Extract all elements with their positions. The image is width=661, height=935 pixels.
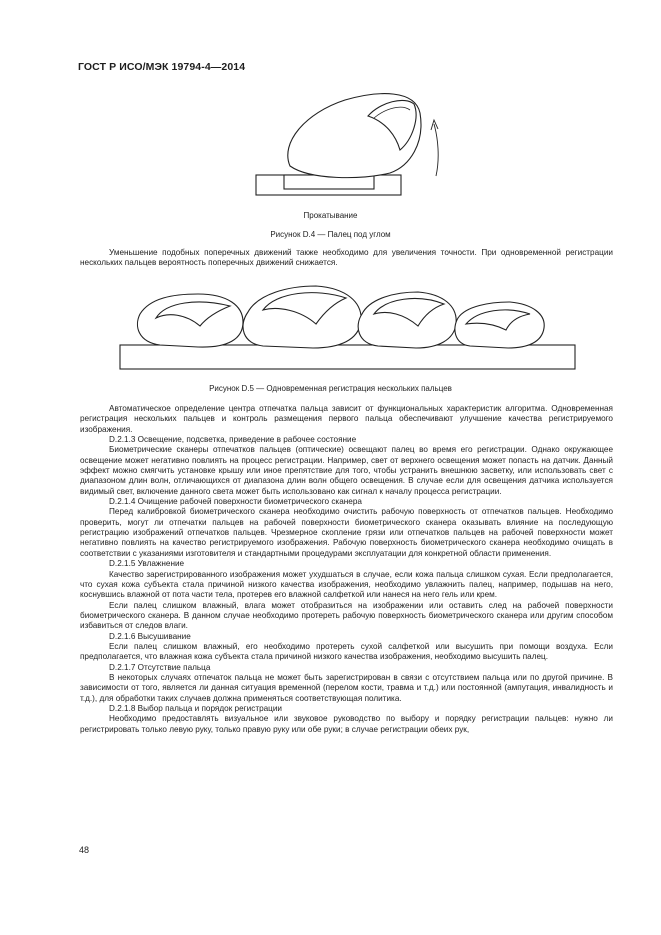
body-text — [80, 404, 613, 735]
figure-d5-caption: Рисунок D.5 — Одновременная регистрация нескольких пальцев — [209, 384, 452, 393]
section-heading-d216: D.2.1.6 Высушивание — [109, 631, 191, 641]
section-heading-d215: D.2.1.5 Увлажнение — [109, 559, 185, 569]
text-paragraph: Качество зарегистрированного изображения может ухудшаться в случае, если кожа пальца слишком сухая. Если предполагается, что сухая кожа субъекта стала причиной низкого качества изображения, необходимо увлажнить палец, например, подышав на него, коснувшись влажной от пота части тела, протерев его влажной салфеткой или нанеся на него гель или крем. — [80, 569, 613, 600]
section-heading-d214: D.2.1.4 Очищение рабочей поверхности биометрического сканера — [109, 497, 362, 507]
section-heading-d218: D.2.1.8 Выбор пальца и порядок регистрации — [109, 703, 283, 713]
section-heading-d213: D.2.1.3 Освещение, подсветка, приведение в рабочее состояние — [109, 435, 357, 445]
figure-d5-multiple-fingers — [118, 284, 580, 376]
page-number: 48 — [79, 845, 90, 855]
text-paragraph: Если палец слишком влажный, его необходимо протереть сухой салфеткой или высушить при помощи воздуха. Если предполагается, что влажная кожа субъекта стала причиной низкого качества изображения, необходимо высушить палец. — [80, 641, 613, 662]
figure-d4-label: Прокатывание — [303, 211, 358, 220]
intro-paragraph — [80, 248, 613, 269]
document-header: ГОСТ Р ИСО/МЭК 19794-4—2014 — [78, 61, 246, 73]
figure-d4-finger-angle — [250, 88, 450, 198]
text-paragraph: Уменьшение подобных поперечных движений также необходимо для увеличения точности. При одновременной регистрации нескольких пальцев вероятность поперечных движений снижается. — [80, 248, 613, 268]
text-paragraph: Перед калибровкой биометрического сканера необходимо очистить рабочую поверхность от отпечатков пальцев. Необходимо проверить, могут ли отпечатки пальцев на рабочей поверхности биометрического сканера оказывать влияние на последующую регистрацию изображений отпечатков пальцев. Чрезмерное скопление грязи или отпечатков пальцев на рабочей поверхности может негативно повлиять на качество регистрируемого изображения. Рабочую поверхность биометрического сканера необходимо очищать в соответствии с указаниями изготовителя и стандартными процедурами эксплуатации для конкретной области применения. — [80, 507, 613, 558]
section-heading-d217: D.2.1.7 Отсутствие пальца — [109, 662, 211, 672]
text-paragraph: Если палец слишком влажный, влага может отобразиться на изображении или оставить след на рабочей поверхности биометрического сканера. В данном случае необходимо протереть рабочую поверхность биометрического сканера или другим способом избавиться от следов влаги. — [80, 600, 613, 631]
text-paragraph: В некоторых случаях отпечаток пальца не может быть зарегистрирован в связи с отсутствием пальца или по другой причине. В зависимости от того, является ли данная ситуация временной (перелом кости, травма и т.д.) или постоянной (ампутация, инвалидность и т.д.), для обработки таких случаев должна применяться соответствующая политика. — [80, 672, 613, 703]
figure-d4-caption: Рисунок D.4 — Палец под углом — [270, 230, 391, 239]
text-paragraph: Автоматическое определение центра отпечатка пальца зависит от функциональных характеристик алгоритма. Одновременная регистрация нескольких пальцев и контроль размещения первого пальца обеспечивают улучшение качества регистрируемого изображения. — [80, 404, 613, 434]
text-paragraph: Биометрические сканеры отпечатков пальцев (оптические) освещают палец во время его регистрации. Однако окружающее освещение может негативно повлиять на процесс регистрации. Например, свет от верхнего освещения может попасть на датчик. Данный эффект можно смягчить установке крышу или иное препятствие для того, чтобы устранить внешнюю засветку, или использовать свет с диапазоном длин волн, отличающихся от диапазона длин волн общего освещения. В случае если для освещения датчика используется видимый свет, включение данного света может быть использовано как сигнал к началу процесса регистрации. — [80, 445, 613, 496]
text-paragraph: Необходимо предоставлять визуальное или звуковое руководство по выбору и порядку регистрации пальцев: нужно ли регистрировать только левую руку, только правую руку или обе руки; в случае регистрации обеих рук, — [80, 714, 613, 734]
